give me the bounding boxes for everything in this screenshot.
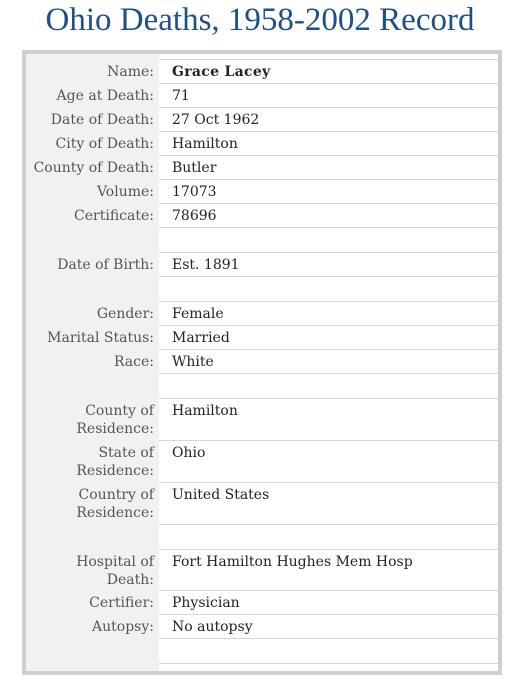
blank-label bbox=[26, 228, 159, 253]
marital-status-label: Marital Status: bbox=[47, 329, 154, 346]
record-row-marital-status bbox=[26, 326, 498, 350]
name-value: Grace Lacey bbox=[159, 60, 498, 84]
hospital-of-death-label: Hospital of Death: bbox=[76, 553, 154, 588]
date-of-birth-label: Date of Birth: bbox=[57, 256, 154, 273]
record-row-city-of-death bbox=[26, 132, 498, 156]
blank-value bbox=[159, 374, 498, 399]
record-row-race bbox=[26, 350, 498, 374]
record-row-blank bbox=[26, 228, 498, 253]
record-row-county-of-death bbox=[26, 156, 498, 180]
county-of-death-label: County of Death: bbox=[33, 159, 154, 176]
record-row-blank bbox=[26, 525, 498, 550]
record-row-name bbox=[26, 60, 498, 84]
city-of-death-value: Hamilton bbox=[159, 132, 498, 156]
record-row-county-of-residence bbox=[26, 399, 498, 441]
certifier-label: Certifier: bbox=[89, 594, 154, 611]
hospital-of-death-value: Fort Hamilton Hughes Mem Hosp bbox=[159, 550, 498, 591]
volume-label: Volume: bbox=[96, 183, 154, 200]
autopsy-label: Autopsy: bbox=[92, 618, 154, 635]
gender-label: Gender: bbox=[96, 305, 154, 322]
record-row-state-of-residence bbox=[26, 441, 498, 483]
record-row-date-of-death bbox=[26, 108, 498, 132]
race-label: Race: bbox=[113, 353, 154, 370]
gender-value: Female bbox=[159, 302, 498, 326]
record-row-age-at-death bbox=[26, 84, 498, 108]
certificate-value: 78696 bbox=[159, 204, 498, 228]
record-row-gender bbox=[26, 302, 498, 326]
marital-status-value: Married bbox=[159, 326, 498, 350]
record-panel bbox=[22, 50, 502, 675]
blank-value bbox=[159, 277, 498, 302]
name-label: Name: bbox=[107, 63, 154, 80]
race-value: White bbox=[159, 350, 498, 374]
record-row-blank bbox=[26, 639, 498, 664]
record-row-volume bbox=[26, 180, 498, 204]
record-row-hospital-of-death bbox=[26, 550, 498, 591]
record-table bbox=[26, 59, 498, 664]
autopsy-value: No autopsy bbox=[159, 615, 498, 639]
country-of-residence-value: United States bbox=[159, 483, 498, 525]
record-row-certificate bbox=[26, 204, 498, 228]
record-row-blank bbox=[26, 277, 498, 302]
blank-label bbox=[26, 277, 159, 302]
blank-value bbox=[159, 228, 498, 253]
record-row-certifier bbox=[26, 591, 498, 615]
age-at-death-label: Age at Death: bbox=[56, 87, 154, 104]
state-of-residence-label: State of Residence: bbox=[76, 444, 154, 479]
blank-value bbox=[159, 639, 498, 664]
volume-value: 17073 bbox=[159, 180, 498, 204]
record-row-blank bbox=[26, 374, 498, 399]
county-of-residence-label: County of Residence: bbox=[76, 402, 154, 437]
record-row-date-of-birth bbox=[26, 253, 498, 277]
record-row-country-of-residence bbox=[26, 483, 498, 525]
city-of-death-label: City of Death: bbox=[55, 135, 154, 152]
county-of-residence-value: Hamilton bbox=[159, 399, 498, 441]
blank-label bbox=[26, 374, 159, 399]
county-of-death-value: Butler bbox=[159, 156, 498, 180]
certificate-label: Certificate: bbox=[74, 207, 154, 224]
certifier-value: Physician bbox=[159, 591, 498, 615]
date-of-death-label: Date of Death: bbox=[50, 111, 154, 128]
date-of-death-value: 27 Oct 1962 bbox=[159, 108, 498, 132]
date-of-birth-value: Est. 1891 bbox=[159, 253, 498, 277]
blank-label bbox=[26, 639, 159, 664]
age-at-death-value: 71 bbox=[159, 84, 498, 108]
page-title: Ohio Deaths, 1958-2002 Record bbox=[45, 2, 475, 38]
record-row-autopsy bbox=[26, 615, 498, 639]
state-of-residence-value: Ohio bbox=[159, 441, 498, 483]
country-of-residence-label: Country of Residence: bbox=[76, 486, 154, 521]
blank-value bbox=[159, 525, 498, 550]
blank-label bbox=[26, 525, 159, 550]
